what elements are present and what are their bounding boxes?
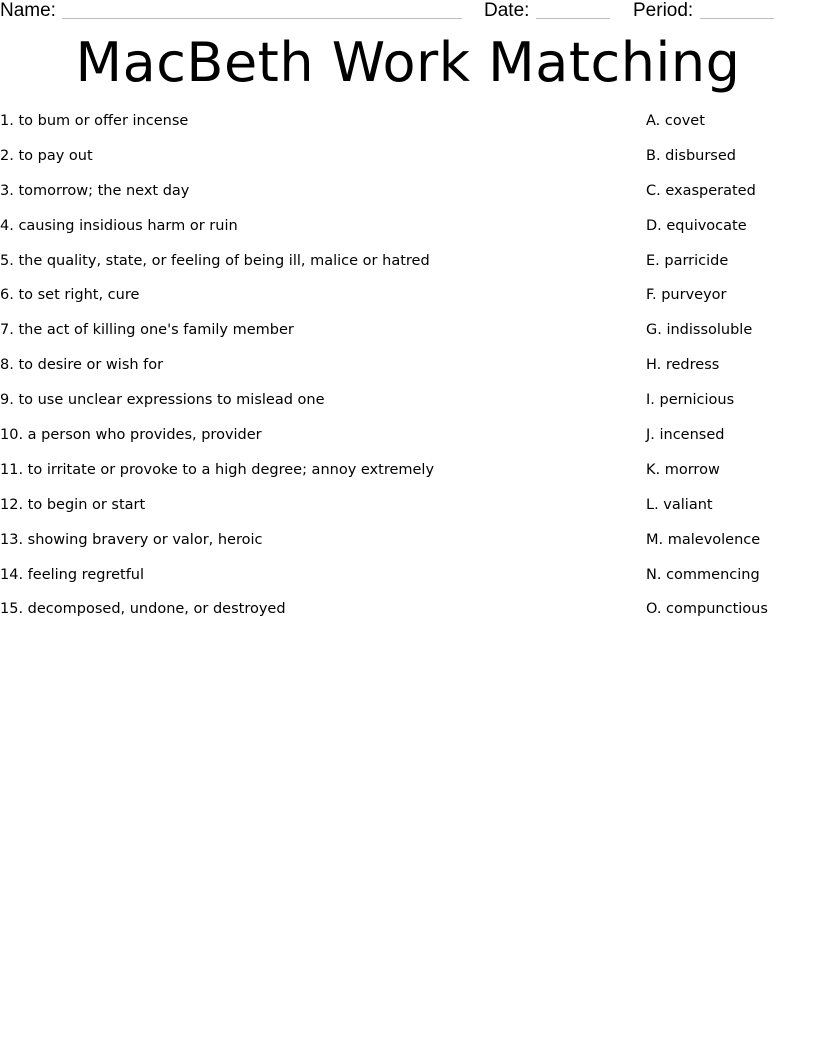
- list-item: [0, 355, 816, 390]
- page-title: MacBeth Work Matching: [75, 31, 741, 94]
- list-item: [0, 495, 816, 530]
- date-blank[interactable]: [536, 18, 610, 19]
- clue-text: 15. decomposed, undone, or destroyed: [0, 601, 286, 618]
- clue-text: 5. the quality, state, or feeling of being ill, malice or hatred: [0, 252, 430, 269]
- word-choice: O. compunctious: [646, 601, 768, 618]
- list-item: [0, 320, 816, 355]
- word-choice: C. exasperated: [646, 182, 756, 199]
- clue-text: 6. to set right, cure: [0, 287, 140, 304]
- clue-text: 13. showing bravery or valor, heroic: [0, 531, 263, 548]
- clue-text: 3. tomorrow; the next day: [0, 182, 190, 199]
- word-choice: G. indissoluble: [646, 322, 753, 339]
- clue-text: 10. a person who provides, provider: [0, 427, 262, 444]
- list-item: [0, 530, 816, 565]
- word-choice: H. redress: [646, 357, 720, 374]
- clue-text: 7. the act of killing one's family member: [0, 322, 294, 339]
- worksheet-header: [0, 0, 816, 24]
- clue-text: 12. to begin or start: [0, 496, 146, 513]
- list-item: [0, 146, 816, 181]
- list-item: [0, 251, 816, 286]
- list-item: [0, 565, 816, 600]
- list-item: [0, 285, 816, 320]
- word-choice: L. valiant: [646, 496, 713, 513]
- name-blank[interactable]: [62, 18, 462, 19]
- list-item: [0, 599, 816, 634]
- period-label: Period:: [633, 0, 694, 21]
- word-choice: B. disbursed: [646, 147, 736, 164]
- clue-text: 9. to use unclear expressions to mislead one: [0, 392, 325, 409]
- period-blank[interactable]: [700, 18, 774, 19]
- list-item: [0, 460, 816, 495]
- list-item: [0, 111, 816, 146]
- name-label: Name:: [0, 0, 56, 21]
- clue-text: 4. causing insidious harm or ruin: [0, 217, 238, 234]
- list-item: [0, 390, 816, 425]
- word-choice: E. parricide: [646, 252, 729, 269]
- clue-text: 2. to pay out: [0, 147, 93, 164]
- date-label: Date:: [484, 0, 530, 21]
- clue-text: 14. feeling regretful: [0, 566, 145, 583]
- word-choice: I. pernicious: [646, 392, 735, 409]
- clue-text: 1. to bum or offer incense: [0, 113, 189, 129]
- matching-list: [0, 111, 816, 634]
- clue-text: 8. to desire or wish for: [0, 357, 164, 374]
- list-item: [0, 216, 816, 251]
- word-choice: M. malevolence: [646, 531, 761, 548]
- word-choice: N. commencing: [646, 566, 760, 583]
- list-item: [0, 181, 816, 216]
- word-choice: D. equivocate: [646, 217, 747, 234]
- list-item: [0, 425, 816, 460]
- word-choice: J. incensed: [646, 427, 725, 444]
- word-choice: F. purveyor: [646, 287, 727, 304]
- word-choice: A. covet: [646, 113, 705, 129]
- clue-text: 11. to irritate or provoke to a high degree; annoy extremely: [0, 461, 435, 478]
- word-choice: K. morrow: [646, 461, 720, 478]
